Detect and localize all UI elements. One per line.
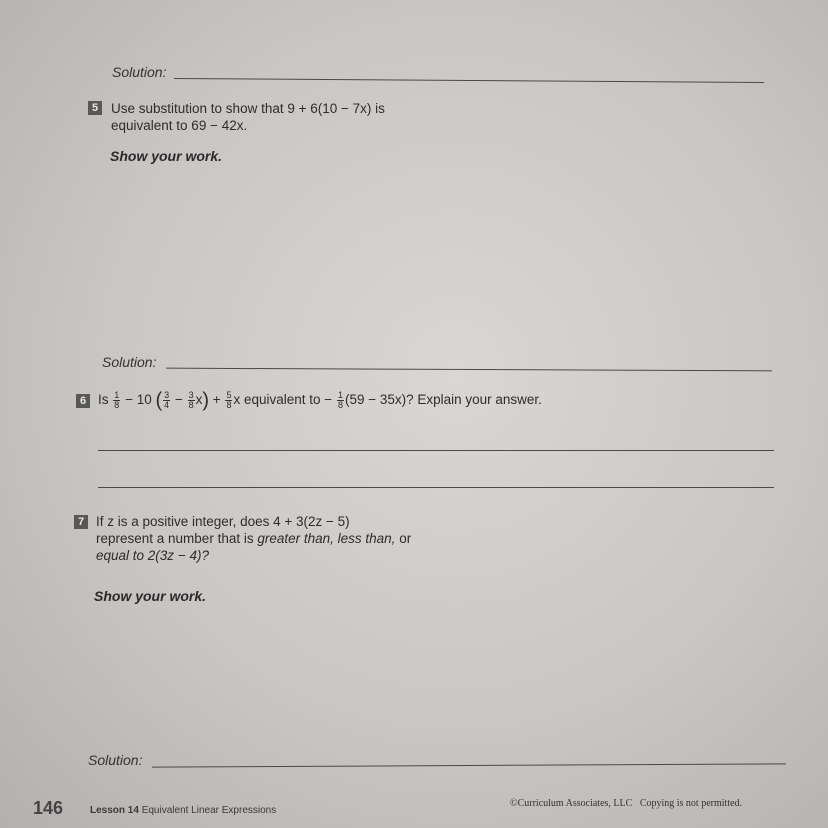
solution-label-q5: Solution: <box>102 354 157 370</box>
q6-rest: (59 − 35x)? Explain your answer. <box>344 392 542 408</box>
copyright-notice: ©Curriculum Associates, LLC Copying is not permitted. <box>510 798 743 809</box>
question-7-line3: equal to 2(3z − 4)? <box>96 548 209 563</box>
q6-answer-line-2[interactable] <box>98 487 774 488</box>
q6-fraction-5: $\frac{1}{8}$ <box>337 390 343 410</box>
question-5-text <box>111 100 511 134</box>
q6-minus-10: − 10 <box>125 392 152 408</box>
solution-line-q7[interactable] <box>152 763 786 767</box>
question-5-show-work: Show your work. <box>110 148 223 164</box>
q6-fraction-3: $\frac{3}{8}$ <box>188 390 194 410</box>
q6-open-paren: ( <box>155 389 163 412</box>
question-6-text <box>98 391 542 410</box>
q6-minus: − <box>174 392 183 408</box>
question-7-number: 7 <box>74 515 88 529</box>
question-7-text <box>96 513 516 564</box>
solution-label-top: Solution: <box>112 64 167 80</box>
q6-equivalent: x equivalent to − <box>233 392 333 408</box>
question-5-number: 5 <box>88 101 102 115</box>
solution-label-q7: Solution: <box>88 752 143 768</box>
question-7-line1: If z is a positive integer, does 4 + 3(2z − 5) <box>96 514 350 529</box>
solution-line-q5[interactable] <box>166 368 772 372</box>
q6-fraction-2: $\frac{3}{4}$ <box>164 390 170 410</box>
lesson-label: Lesson 14 Equivalent Linear Expressions <box>90 805 277 816</box>
question-6-number: 6 <box>76 394 90 408</box>
question-7-show-work: Show your work. <box>94 588 207 604</box>
q6-close-paren: ) <box>202 389 210 412</box>
page-number: 146 <box>33 798 64 818</box>
solution-line-top[interactable] <box>174 78 764 83</box>
q6-answer-line-1[interactable] <box>98 450 774 451</box>
question-5-line1: Use substitution to show that 9 + 6(10 − 7x) is <box>111 101 385 116</box>
q6-plus: + <box>212 392 221 408</box>
q6-fraction-1: $\frac{1}{8}$ <box>114 390 120 410</box>
q6-is: Is <box>98 392 109 408</box>
question-5-line2: equivalent to 69 − 42x. <box>111 118 248 133</box>
question-7-line2: represent a number that is greater than, less than, or <box>96 531 412 546</box>
q6-fraction-4: $\frac{5}{8}$ <box>226 390 232 410</box>
q6-x: x <box>195 392 203 408</box>
